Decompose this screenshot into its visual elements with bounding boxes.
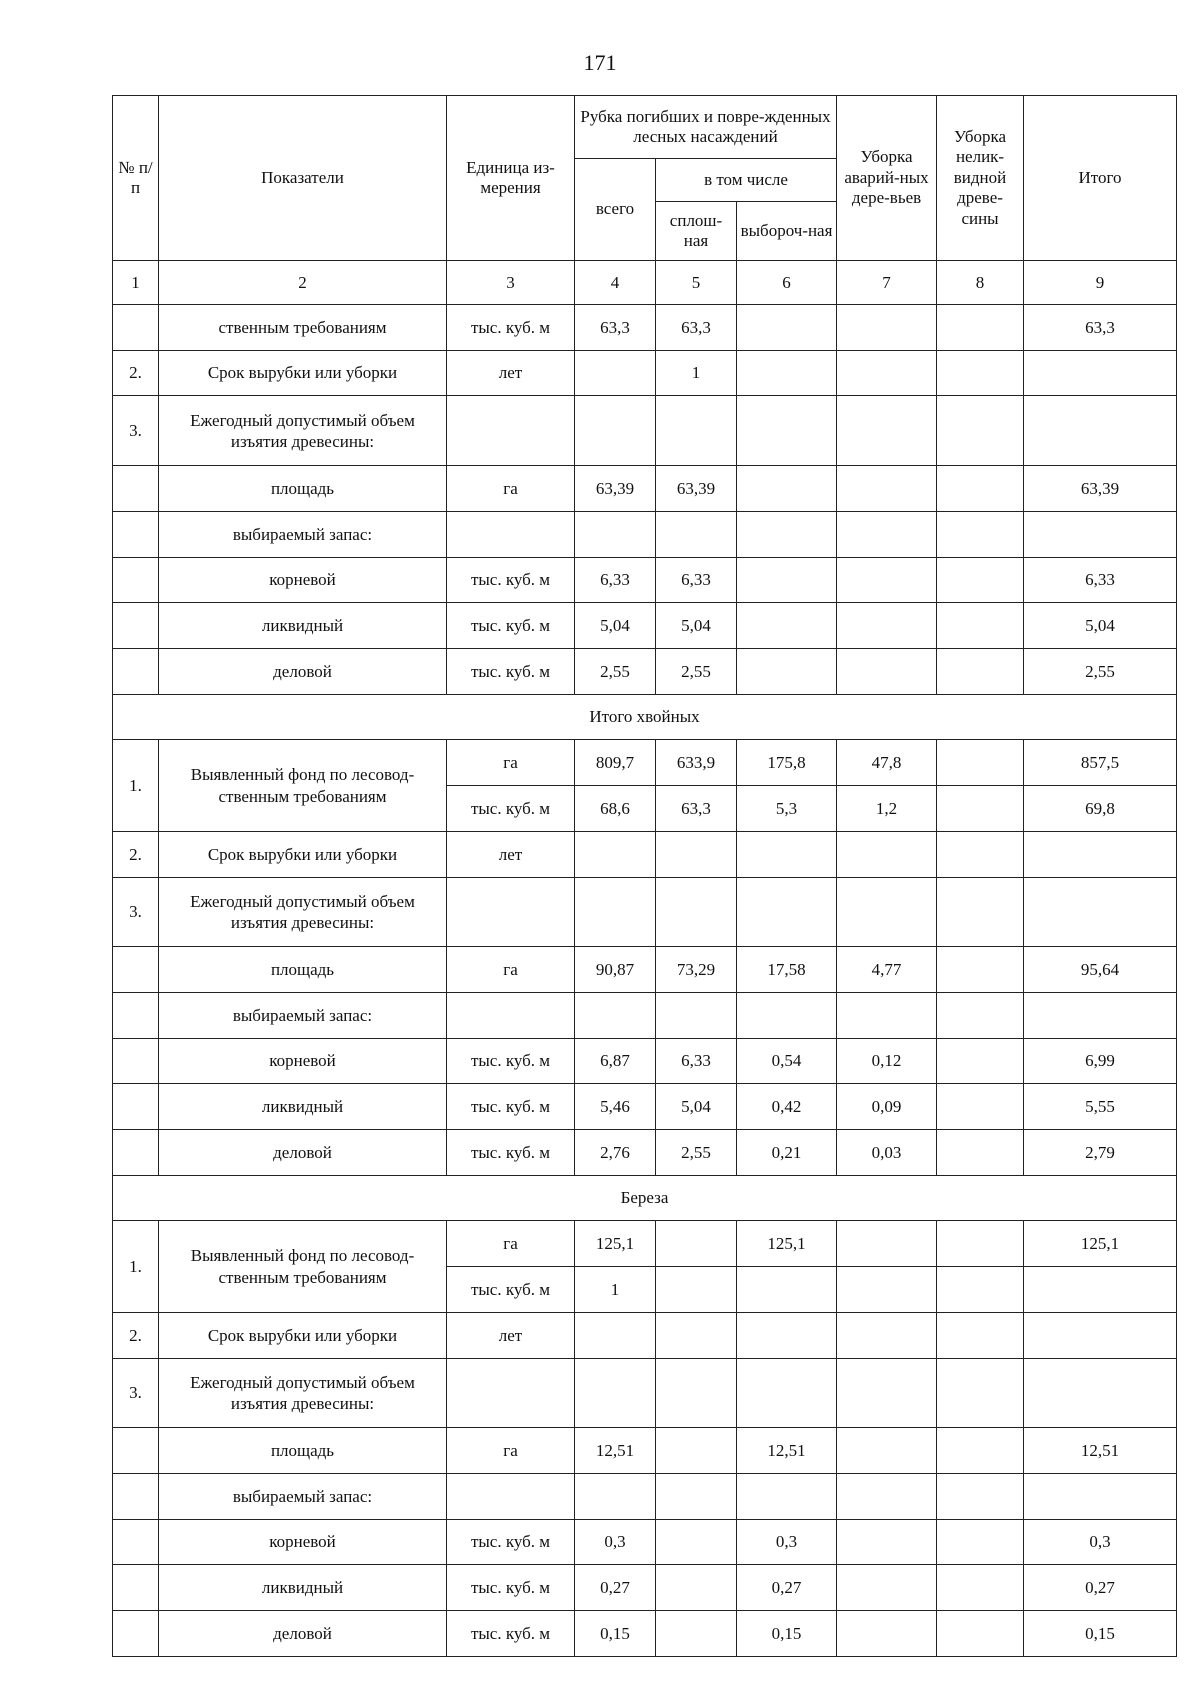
row-number: 1.	[113, 740, 159, 831]
table-row	[113, 603, 1177, 649]
table-row	[113, 740, 1177, 786]
value-cell	[837, 1267, 937, 1313]
value-cell	[737, 877, 837, 947]
value-cell	[737, 1267, 837, 1313]
row-number: 1.	[113, 1221, 159, 1312]
unit-cell: тыс. куб. м	[447, 603, 575, 649]
value-cell	[1024, 1358, 1177, 1428]
row-number	[113, 1473, 159, 1519]
value-cell	[937, 831, 1024, 877]
value-cell	[837, 992, 937, 1038]
value-cell: 0,12	[837, 1038, 937, 1084]
value-cell	[1024, 511, 1177, 557]
value-cell	[937, 786, 1024, 832]
indicator-name: Выявленный фонд по лесовод-ственным требованиям	[159, 1221, 447, 1312]
value-cell: 5,04	[575, 603, 656, 649]
value-cell	[1024, 1267, 1177, 1313]
row-number	[113, 1519, 159, 1565]
value-cell: 2,55	[575, 648, 656, 694]
header-nonliquid: Уборка нелик-видной древе-сины	[937, 96, 1024, 261]
unit-cell	[447, 877, 575, 947]
table-row	[113, 1611, 1177, 1657]
value-cell	[737, 511, 837, 557]
unit-cell: тыс. куб. м	[447, 1130, 575, 1176]
value-cell	[837, 1312, 937, 1358]
table-row	[113, 947, 1177, 993]
table-row	[113, 466, 1177, 512]
indicator-name: ликвидный	[159, 603, 447, 649]
unit-cell: га	[447, 1428, 575, 1474]
unit-cell: тыс. куб. м	[447, 1565, 575, 1611]
value-cell: 0,54	[737, 1038, 837, 1084]
value-cell: 5,04	[656, 603, 737, 649]
value-cell	[937, 947, 1024, 993]
value-cell: 69,8	[1024, 786, 1177, 832]
value-cell: 0,03	[837, 1130, 937, 1176]
unit-cell: тыс. куб. м	[447, 1084, 575, 1130]
value-cell: 6,33	[656, 1038, 737, 1084]
value-cell	[656, 1519, 737, 1565]
table-row	[113, 877, 1177, 947]
table-row	[113, 1565, 1177, 1611]
value-cell: 1	[656, 350, 737, 396]
value-cell	[937, 1565, 1024, 1611]
table-row	[113, 1312, 1177, 1358]
value-cell	[575, 350, 656, 396]
table-row	[113, 1358, 1177, 1428]
value-cell	[656, 1221, 737, 1267]
value-cell	[575, 1312, 656, 1358]
value-cell	[656, 396, 737, 466]
column-number: 4	[575, 261, 656, 305]
header-including: в том числе	[656, 159, 837, 202]
value-cell: 6,33	[656, 557, 737, 603]
table-row	[113, 648, 1177, 694]
row-number	[113, 305, 159, 351]
value-cell	[937, 1038, 1024, 1084]
value-cell: 0,15	[1024, 1611, 1177, 1657]
indicator-name: Ежегодный допустимый объем изъятия древесины:	[159, 1358, 447, 1428]
unit-cell	[447, 992, 575, 1038]
value-cell	[937, 466, 1024, 512]
value-cell	[575, 1358, 656, 1428]
row-number: 2.	[113, 1312, 159, 1358]
value-cell	[937, 1519, 1024, 1565]
table-row	[113, 396, 1177, 466]
value-cell	[656, 1358, 737, 1428]
header-clear: сплош-ная	[656, 202, 737, 261]
column-number: 3	[447, 261, 575, 305]
header-itogo: Итого	[1024, 96, 1177, 261]
row-number: 3.	[113, 1358, 159, 1428]
row-number: 2.	[113, 831, 159, 877]
table-row	[113, 1130, 1177, 1176]
unit-cell	[447, 396, 575, 466]
table-body	[113, 305, 1177, 1657]
value-cell: 2,79	[1024, 1130, 1177, 1176]
value-cell	[656, 1565, 737, 1611]
unit-cell: тыс. куб. м	[447, 648, 575, 694]
value-cell	[1024, 831, 1177, 877]
value-cell: 0,15	[575, 1611, 656, 1657]
row-number	[113, 1428, 159, 1474]
value-cell	[575, 511, 656, 557]
table-row	[113, 557, 1177, 603]
table-row	[113, 350, 1177, 396]
table-row	[113, 1428, 1177, 1474]
section-title: Береза	[113, 1175, 1177, 1221]
value-cell: 809,7	[575, 740, 656, 786]
row-number: 3.	[113, 877, 159, 947]
indicator-name: выбираемый запас:	[159, 1473, 447, 1519]
header-felling-group: Рубка погибших и повре-жденных лесных насаждений	[575, 96, 837, 159]
value-cell: 63,39	[1024, 466, 1177, 512]
value-cell: 0,15	[737, 1611, 837, 1657]
row-number	[113, 557, 159, 603]
value-cell	[575, 831, 656, 877]
indicator-name: деловой	[159, 1611, 447, 1657]
value-cell	[1024, 1473, 1177, 1519]
value-cell	[837, 466, 937, 512]
value-cell	[1024, 1312, 1177, 1358]
forestry-table	[112, 95, 1177, 1657]
indicator-name: выбираемый запас:	[159, 992, 447, 1038]
row-number: 2.	[113, 350, 159, 396]
value-cell	[837, 1565, 937, 1611]
value-cell: 175,8	[737, 740, 837, 786]
value-cell: 0,3	[737, 1519, 837, 1565]
unit-cell: га	[447, 466, 575, 512]
indicator-name: корневой	[159, 1038, 447, 1084]
value-cell: 2,55	[1024, 648, 1177, 694]
value-cell	[937, 396, 1024, 466]
value-cell	[937, 1611, 1024, 1657]
value-cell	[1024, 992, 1177, 1038]
indicator-name: Ежегодный допустимый объем изъятия древесины:	[159, 396, 447, 466]
unit-cell: тыс. куб. м	[447, 557, 575, 603]
indicator-name: ликвидный	[159, 1565, 447, 1611]
value-cell: 12,51	[1024, 1428, 1177, 1474]
indicator-name: площадь	[159, 947, 447, 993]
value-cell	[737, 831, 837, 877]
table-row	[113, 831, 1177, 877]
column-number-row	[113, 261, 1177, 305]
value-cell: 2,55	[656, 648, 737, 694]
table-row	[113, 1473, 1177, 1519]
unit-cell	[447, 511, 575, 557]
value-cell	[937, 511, 1024, 557]
section-row	[113, 694, 1177, 740]
value-cell: 1,2	[837, 786, 937, 832]
value-cell: 5,3	[737, 786, 837, 832]
value-cell	[837, 396, 937, 466]
table-row	[113, 1519, 1177, 1565]
value-cell	[656, 1473, 737, 1519]
value-cell	[937, 648, 1024, 694]
value-cell: 4,77	[837, 947, 937, 993]
value-cell: 0,42	[737, 1084, 837, 1130]
header-total-felling: всего	[575, 159, 656, 261]
unit-cell	[447, 1473, 575, 1519]
row-number	[113, 511, 159, 557]
value-cell	[937, 1267, 1024, 1313]
value-cell	[837, 1428, 937, 1474]
indicator-name: деловой	[159, 1130, 447, 1176]
section-title: Итого хвойных	[113, 694, 1177, 740]
row-number	[113, 1084, 159, 1130]
row-number	[113, 947, 159, 993]
value-cell: 0,27	[575, 1565, 656, 1611]
value-cell: 6,99	[1024, 1038, 1177, 1084]
value-cell	[837, 603, 937, 649]
value-cell	[737, 466, 837, 512]
value-cell: 2,76	[575, 1130, 656, 1176]
value-cell: 857,5	[1024, 740, 1177, 786]
value-cell: 0,27	[737, 1565, 837, 1611]
value-cell	[937, 877, 1024, 947]
value-cell: 63,3	[1024, 305, 1177, 351]
indicator-name: ликвидный	[159, 1084, 447, 1130]
row-number	[113, 466, 159, 512]
indicator-name: деловой	[159, 648, 447, 694]
section-row	[113, 1175, 1177, 1221]
value-cell: 68,6	[575, 786, 656, 832]
value-cell	[1024, 396, 1177, 466]
header-unit: Единица из-мерения	[447, 96, 575, 261]
header-num: № п/п	[113, 96, 159, 261]
value-cell	[937, 305, 1024, 351]
value-cell	[837, 648, 937, 694]
table-row	[113, 305, 1177, 351]
indicator-name: ственным требованиям	[159, 305, 447, 351]
unit-cell: тыс. куб. м	[447, 1038, 575, 1084]
table-header	[113, 96, 1177, 305]
value-cell: 0,09	[837, 1084, 937, 1130]
indicator-name: корневой	[159, 1519, 447, 1565]
value-cell	[737, 305, 837, 351]
row-number	[113, 1130, 159, 1176]
value-cell	[937, 992, 1024, 1038]
value-cell	[937, 740, 1024, 786]
value-cell	[656, 877, 737, 947]
value-cell	[1024, 350, 1177, 396]
value-cell: 95,64	[1024, 947, 1177, 993]
value-cell: 63,3	[575, 305, 656, 351]
value-cell	[575, 992, 656, 1038]
column-number: 1	[113, 261, 159, 305]
unit-cell: га	[447, 1221, 575, 1267]
value-cell	[837, 1519, 937, 1565]
value-cell	[1024, 877, 1177, 947]
value-cell: 63,39	[575, 466, 656, 512]
value-cell	[837, 511, 937, 557]
value-cell	[837, 1358, 937, 1428]
column-number: 8	[937, 261, 1024, 305]
value-cell	[737, 557, 837, 603]
value-cell	[937, 1221, 1024, 1267]
value-cell	[937, 1130, 1024, 1176]
indicator-name: Ежегодный допустимый объем изъятия древесины:	[159, 877, 447, 947]
column-number: 9	[1024, 261, 1177, 305]
value-cell	[837, 305, 937, 351]
indicator-name: Срок вырубки или уборки	[159, 831, 447, 877]
row-number	[113, 992, 159, 1038]
column-number: 6	[737, 261, 837, 305]
unit-cell: тыс. куб. м	[447, 1611, 575, 1657]
value-cell: 633,9	[656, 740, 737, 786]
row-number	[113, 603, 159, 649]
page-number: 171	[583, 50, 617, 75]
value-cell	[575, 877, 656, 947]
unit-cell: лет	[447, 1312, 575, 1358]
unit-cell	[447, 1358, 575, 1428]
value-cell: 0,21	[737, 1130, 837, 1176]
value-cell	[656, 1267, 737, 1313]
header-selective: выбороч-ная	[737, 202, 837, 261]
value-cell: 5,04	[1024, 603, 1177, 649]
value-cell: 1	[575, 1267, 656, 1313]
value-cell	[837, 1221, 937, 1267]
header-emergency: Уборка аварий-ных дере-вьев	[837, 96, 937, 261]
indicator-name: корневой	[159, 557, 447, 603]
unit-cell: лет	[447, 350, 575, 396]
column-number: 2	[159, 261, 447, 305]
value-cell	[656, 1312, 737, 1358]
indicator-name: Выявленный фонд по лесовод-ственным требованиям	[159, 740, 447, 831]
value-cell: 0,3	[575, 1519, 656, 1565]
value-cell	[937, 1428, 1024, 1474]
value-cell	[656, 831, 737, 877]
value-cell	[937, 1473, 1024, 1519]
value-cell: 0,27	[1024, 1565, 1177, 1611]
value-cell: 125,1	[737, 1221, 837, 1267]
value-cell	[937, 557, 1024, 603]
value-cell	[937, 1312, 1024, 1358]
row-number: 3.	[113, 396, 159, 466]
value-cell: 17,58	[737, 947, 837, 993]
value-cell	[837, 1473, 937, 1519]
value-cell: 63,39	[656, 466, 737, 512]
table-row	[113, 511, 1177, 557]
row-number	[113, 1611, 159, 1657]
value-cell	[575, 396, 656, 466]
indicator-name: Срок вырубки или уборки	[159, 350, 447, 396]
value-cell	[937, 603, 1024, 649]
value-cell	[656, 1428, 737, 1474]
value-cell: 73,29	[656, 947, 737, 993]
value-cell: 125,1	[1024, 1221, 1177, 1267]
table-row	[113, 1084, 1177, 1130]
row-number	[113, 1565, 159, 1611]
indicator-name: выбираемый запас:	[159, 511, 447, 557]
value-cell: 5,55	[1024, 1084, 1177, 1130]
value-cell: 6,87	[575, 1038, 656, 1084]
column-number: 7	[837, 261, 937, 305]
unit-cell: тыс. куб. м	[447, 1267, 575, 1313]
value-cell: 12,51	[575, 1428, 656, 1474]
value-cell: 63,3	[656, 786, 737, 832]
row-number	[113, 1038, 159, 1084]
value-cell	[656, 511, 737, 557]
indicator-name: площадь	[159, 1428, 447, 1474]
indicator-name: площадь	[159, 466, 447, 512]
value-cell: 6,33	[1024, 557, 1177, 603]
value-cell	[656, 992, 737, 1038]
value-cell	[575, 1473, 656, 1519]
header-indicators: Показатели	[159, 96, 447, 261]
value-cell: 125,1	[575, 1221, 656, 1267]
value-cell	[837, 557, 937, 603]
value-cell: 63,3	[656, 305, 737, 351]
value-cell	[737, 1473, 837, 1519]
value-cell	[837, 831, 937, 877]
indicator-name: Срок вырубки или уборки	[159, 1312, 447, 1358]
value-cell: 6,33	[575, 557, 656, 603]
value-cell	[837, 350, 937, 396]
value-cell	[937, 350, 1024, 396]
value-cell	[737, 603, 837, 649]
value-cell	[737, 1358, 837, 1428]
unit-cell: тыс. куб. м	[447, 1519, 575, 1565]
value-cell	[837, 877, 937, 947]
value-cell: 5,04	[656, 1084, 737, 1130]
table-row	[113, 1221, 1177, 1267]
unit-cell: га	[447, 947, 575, 993]
value-cell: 90,87	[575, 947, 656, 993]
row-number	[113, 648, 159, 694]
value-cell: 5,46	[575, 1084, 656, 1130]
table-row	[113, 992, 1177, 1038]
value-cell	[937, 1358, 1024, 1428]
table-row	[113, 1038, 1177, 1084]
value-cell	[737, 396, 837, 466]
value-cell	[737, 1312, 837, 1358]
unit-cell: лет	[447, 831, 575, 877]
value-cell	[737, 648, 837, 694]
value-cell	[737, 350, 837, 396]
column-number: 5	[656, 261, 737, 305]
value-cell	[937, 1084, 1024, 1130]
value-cell	[656, 1611, 737, 1657]
value-cell	[737, 992, 837, 1038]
unit-cell: тыс. куб. м	[447, 305, 575, 351]
value-cell	[837, 1611, 937, 1657]
unit-cell: га	[447, 740, 575, 786]
value-cell: 2,55	[656, 1130, 737, 1176]
value-cell: 12,51	[737, 1428, 837, 1474]
unit-cell: тыс. куб. м	[447, 786, 575, 832]
value-cell: 0,3	[1024, 1519, 1177, 1565]
value-cell: 47,8	[837, 740, 937, 786]
